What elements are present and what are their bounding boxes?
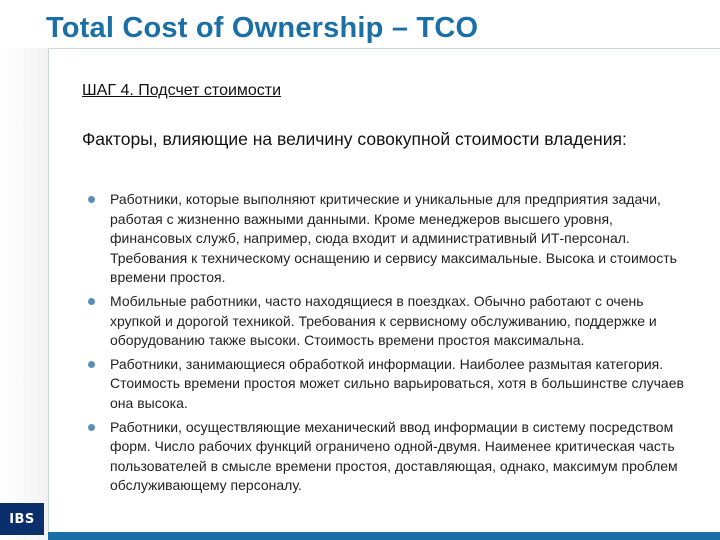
list-item — [88, 292, 694, 351]
step-heading: ШАГ 4. Подсчет стоимости — [82, 82, 282, 99]
bullet-dot-icon — [88, 196, 95, 203]
list-item — [88, 418, 694, 496]
bullet-dot-icon — [88, 424, 95, 431]
list-item — [88, 190, 694, 288]
list-item — [88, 355, 694, 414]
bullet-dot-icon — [88, 298, 95, 305]
factors-heading: Факторы, влияющие на величину совокупной стоимости владения: — [82, 129, 627, 149]
slide-title: Total Cost of Ownership – TCO — [46, 12, 479, 44]
bullet-dot-icon — [88, 361, 95, 368]
logo-text: IBS — [9, 511, 35, 527]
bullet-text: Работники, которые выполняют критические и уникальные для предприятия задачи, работая с жизненно важными данными. Кроме менеджеров высшего уровня, финансовых служб, например, сюда входит и административный ИТ-персонал. Требования к техническому оснащению и сервису максимальные. Высока и стоимость времени простоя. — [110, 191, 677, 286]
bullet-text: Мобильные работники, часто находящиеся в поездках. Обычно работают с очень хрупкой и дорогой техникой. Требования к сервисному обслуживанию, поддержке и оборудованию также высоки. Стоимость времени простоя максимальна. — [110, 292, 657, 349]
bullet-list — [88, 190, 694, 500]
bullet-text: Работники, осуществляющие механический ввод информации в систему посредством форм. Число рабочих функций ограничено одной-двумя. Наименее критическая часть пользователей в смысле времени простоя, доставляющая, однако, максимум проблем обслуживающему персоналу. — [110, 418, 678, 494]
left-band-decoration — [0, 48, 48, 540]
bottom-accent-bar — [48, 532, 720, 540]
bullet-text: Работники, занимающиеся обработкой информации. Наиболее размытая категория. Стоимость времени простоя может сильно варьироваться, хотя в большинстве случаев она высока. — [110, 355, 684, 411]
title-divider-line — [48, 48, 720, 49]
ibs-logo — [0, 503, 44, 535]
left-divider-line — [48, 48, 49, 540]
